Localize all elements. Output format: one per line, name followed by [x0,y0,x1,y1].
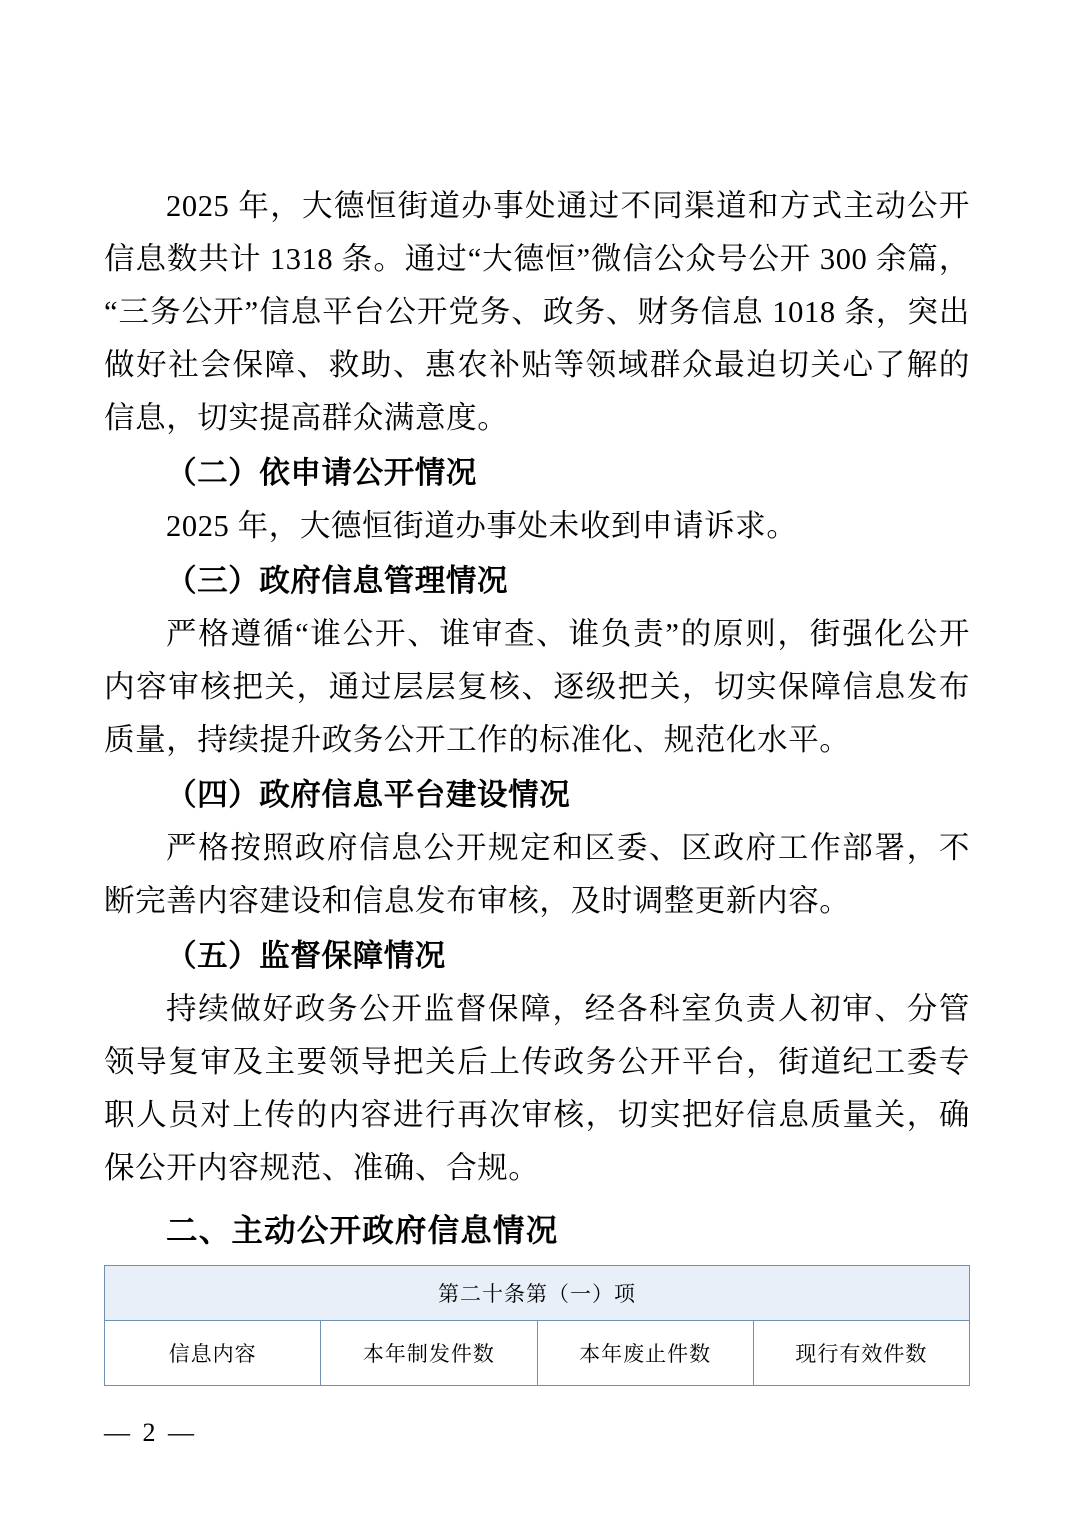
paragraph-supervision: 持续做好政务公开监督保障，经各科室负责人初审、分管领导复审及主要领导把关后上传政务公开平台，街道纪工委专职人员对上传的内容进行再次审核，切实把好信息质量关，确保公开内容规范、准确、合规。 [104,992,970,1185]
proactive-disclosure-table [104,1265,970,1386]
column-header-issued: 本年制发件数 [321,1321,537,1386]
paragraph-on-request: 2025 年，大德恒街道办事处未收到申请诉求。 [166,509,798,543]
heading-section-2: （二）依申请公开情况 [166,456,477,491]
heading-section-5: （五）监督保障情况 [166,939,446,974]
column-header-abolished: 本年废止件数 [537,1321,753,1386]
paragraph-platform-construction: 严格按照政府信息公开规定和区委、区政府工作部署，不断完善内容建设和信息发布审核，及时调整更新内容。 [104,831,970,918]
heading-chapter-2: 二、主动公开政府信息情况 [166,1213,559,1249]
heading-section-3: （三）政府信息管理情况 [166,564,509,599]
table-title-cell: 第二十条第（一）项 [105,1266,970,1321]
column-header-effective: 现行有效件数 [753,1321,969,1386]
paragraph-info-management: 严格遵循“谁公开、谁审查、谁负责”的原则，街强化公开内容审核把关，通过层层复核、逐级把关，切实保障信息发布质量，持续提升政务公开工作的标准化、规范化水平。 [104,617,970,757]
table-row [105,1321,970,1386]
heading-section-4: （四）政府信息平台建设情况 [166,778,571,813]
column-header-content: 信息内容 [105,1321,321,1386]
table-row [105,1266,970,1321]
paragraph-proactive-disclosure: 2025 年，大德恒街道办事处通过不同渠道和方式主动公开信息数共计 1318 条。通过“大德恒”微信公众号公开 300 余篇，“三务公开”信息平台公开党务、政务、财务信息 1018 条，突出做好社会保障、救助、惠农补贴等领域群众最迫切关心了解的信息，切实提高群众满意度。 [104,189,970,435]
page-number: — 2 — [104,1418,197,1447]
